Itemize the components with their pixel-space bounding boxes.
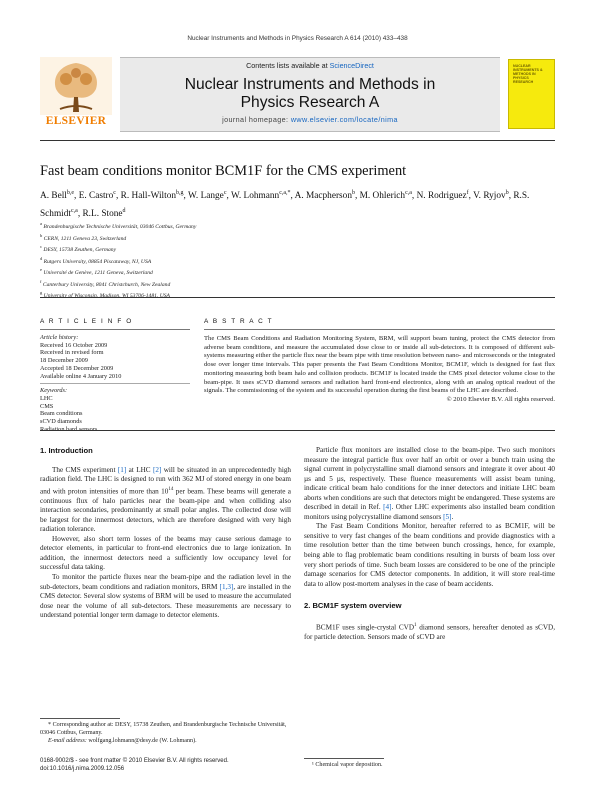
text-run: The CMS experiment xyxy=(52,465,118,474)
right-paragraph-1 xyxy=(304,446,555,522)
affiliation-marker: c xyxy=(40,244,42,250)
right-paragraph-2: The Fast Beam Conditions Monitor, hereafter referred to as BCM1F, will be sensitive to very fast changes of the beam conditions and provide diagnostics with a time resolution better than the time between bunch crossings, hence, for example, being able to flag problematic beam conditions resulting in bursts of beam loss over very short periods of time. Such beam losses are considered to be one of the principle damage scenarios for CMS detector components. In addition, it will store real-time data to allow post-mortem analyses in the case of beam accidents. xyxy=(304,522,555,588)
abstract-body xyxy=(204,335,555,405)
abstract-rule xyxy=(204,329,555,330)
text-run: will be situated in an unprecedentedly high radiation field. The LHC is designed to run with 362 MJ of stored energy in one beam and with proton intensities of more than 10 xyxy=(40,465,292,496)
article-info-heading: A R T I C L E I N F O xyxy=(40,318,133,325)
text-run: per beam. These beams will generate a continuous flux of halo particles near the beam-pipe and when colliding also interaction secondaries, predominantly at small polar angles. The collected dose will be largest for the innermost detectors, which are therefore designed with very high radiation tolerance. xyxy=(40,487,291,534)
text-run: diamond sensors, hereafter denoted as sCVD, for particle detection. Sensors made of sCVD are xyxy=(304,623,556,641)
sciencedirect-link[interactable]: ScienceDirect xyxy=(329,61,374,70)
affiliation-item xyxy=(40,266,440,278)
keyword-item: Beam conditions xyxy=(40,410,83,418)
email-line xyxy=(40,737,291,745)
paper-title: Fast beam conditions monitor BCM1F for the CMS experiment xyxy=(40,163,407,179)
text-run: . xyxy=(451,512,454,521)
affiliation-text: Brandenburgische Technische Universität, 03046 Cottbus, Germany xyxy=(42,223,197,230)
author-name: A. Macpherson xyxy=(294,191,352,202)
affiliation-text: CERN, 1211 Geneva 23, Switzerland xyxy=(42,235,127,242)
text-run: Particle flux monitors are installed close to the beam-pipe. Two such monitors measure the integral particle flux over half an orbit or over a bunch train using the signal current in polycrystalline small diamond sensors and integrate it over about 40 µs and 5 µs, respectively. These fluence measurements will assist beam tuning, indicate critical beam halo conditions for the inner detectors and initiate LHC beam aborts when conditions are such that detectors might be endangered. These systems are described in detail in Ref. xyxy=(304,446,555,512)
doi-line[interactable]: doi:10.1016/j.nima.2009.12.056 xyxy=(40,766,125,773)
author-name: E. Castro xyxy=(78,191,114,202)
affiliation-text: Canterbury University, 8041 Christchurch, New Zealand xyxy=(41,281,171,288)
keywords-list xyxy=(40,395,190,434)
history-list xyxy=(40,342,190,381)
bottom-meta xyxy=(40,757,290,773)
author-name: N. Rodriguez xyxy=(416,191,467,202)
section-1-heading: 1. Introduction xyxy=(40,446,93,455)
affiliation-marker: b xyxy=(40,232,43,238)
abstract-copyright: © 2010 Elsevier B.V. All rights reserved. xyxy=(446,395,555,403)
citation-link[interactable]: [1] xyxy=(117,465,127,474)
running-head: Nuclear Instruments and Methods in Physics Research A 614 (2010) 433–438 xyxy=(187,35,408,42)
history-item: Received 16 October 2009 xyxy=(40,341,108,349)
journal-title-line1: Nuclear Instruments and Methods in xyxy=(184,76,436,93)
footnote-rule-left xyxy=(40,718,120,719)
affiliation-list xyxy=(40,220,440,301)
history-label: Article history: xyxy=(40,334,79,341)
journal-title xyxy=(120,76,500,112)
affiliation-marker: a xyxy=(40,221,42,226)
homepage-prefix: journal homepage: xyxy=(222,115,291,124)
article-info-rule xyxy=(40,329,190,330)
abstract-divider xyxy=(40,430,555,431)
citation-link[interactable]: [2] xyxy=(152,465,162,474)
text-run: at LHC xyxy=(126,465,153,474)
contents-prefix: Contents lists available at xyxy=(246,61,330,70)
keywords-label: Keywords: xyxy=(40,387,68,395)
issn-line: 0168-9002/$ - see front matter © 2010 Elsevier B.V. All rights reserved. xyxy=(40,758,229,764)
spacer xyxy=(304,589,555,601)
footnote-rule-right xyxy=(304,758,384,759)
author-name: R.L. Stone xyxy=(82,208,123,219)
author-name: R.S. Schmidt xyxy=(40,191,530,219)
affiliation-item xyxy=(40,278,440,290)
header-divider xyxy=(40,297,555,298)
affiliation-text: Université de Genève, 1211 Geneva, Switzerland xyxy=(42,270,153,277)
affiliation-text: University of Wisconsin, Madison, WI 53706-1481, USA xyxy=(42,293,170,300)
journal-title-line2: Physics Research A xyxy=(240,94,380,111)
abstract-heading: A B S T R A C T xyxy=(204,318,274,325)
author-affiliation-marker[interactable]: c,a,* xyxy=(279,190,291,196)
author-affiliation-marker[interactable]: c,a xyxy=(405,190,412,196)
section-2-heading: 2. BCM1F system overview xyxy=(304,601,402,611)
email-address[interactable]: wolfgang.lohmann@desy.de (W. Lohmann). xyxy=(86,738,197,745)
contents-line xyxy=(120,61,500,70)
keyword-item: CMS xyxy=(40,402,54,410)
footnote-marker[interactable]: 1 xyxy=(414,622,417,628)
text-run: . Other LHC experiments also installed beam condition monitors using polycrystalline diamond sensors xyxy=(304,503,555,521)
history-item: Available online 4 January 2010 xyxy=(40,372,122,380)
author-affiliation-marker[interactable]: f xyxy=(466,190,469,196)
right-column xyxy=(304,446,555,642)
affiliation-marker: g xyxy=(40,290,43,296)
masthead-divider xyxy=(40,140,555,141)
intro-paragraph-3 xyxy=(40,573,291,621)
text-run: BCM1F uses single-crystal CVD xyxy=(316,623,415,632)
keyword-item: Radiation hard sensors xyxy=(40,425,98,433)
email-label: E-mail address: xyxy=(48,738,87,745)
journal-banner xyxy=(120,57,500,132)
author-name: V. Ryjov xyxy=(473,191,506,202)
history-item: Received in revised form xyxy=(40,349,104,357)
history-item: Accepted 18 December 2009 xyxy=(40,364,114,372)
text-run: To monitor the particle fluxes near the beam-pipe and the radiation level in the sub-detectors, beam conditions and radiation monitors, BRM xyxy=(40,572,291,591)
affiliation-text: DESY, 15738 Zeuthen, Germany xyxy=(42,246,117,253)
affiliation-marker: d xyxy=(40,255,43,261)
keyword-item: sCVD diamonds xyxy=(40,418,82,426)
journal-cover-thumbnail xyxy=(508,59,555,129)
author-affiliation-marker[interactable]: b xyxy=(505,190,509,196)
author-affiliation-marker[interactable]: b xyxy=(351,190,355,196)
affiliation-item xyxy=(40,220,440,232)
history-item: 18 December 2009 xyxy=(40,357,88,365)
author-name: A. Bell xyxy=(40,191,67,202)
affiliation-marker: f xyxy=(40,278,42,284)
corresponding-author-note: * Corresponding author at: DESY, 15738 Zeuthen, and Brandenburgische Technische Universität, 03046 Cottbus, Germany. xyxy=(40,722,287,737)
intro-paragraph-1 xyxy=(40,466,291,535)
author-name: W. Lange xyxy=(188,191,224,202)
author-name: M. Ohlerich xyxy=(359,191,406,202)
author-name: R. Hall-Wilton xyxy=(120,191,177,202)
author-affiliation-marker[interactable]: b,g xyxy=(176,190,184,196)
exponent: 14 xyxy=(168,486,174,492)
cover-title: NUCLEAR INSTRUMENTS & METHODS IN PHYSICS RESEARCH xyxy=(513,64,543,84)
author-name: W. Lohmann xyxy=(230,191,280,202)
affiliation-marker: e xyxy=(40,267,42,273)
affiliation-item xyxy=(40,255,440,267)
article-info-body xyxy=(40,334,190,433)
author-list: A. Bell$^{b,e}$, E. Castro$^c$, R. Hall-Wilton$^{b,g}$, W. Lange$^c$, W. Lohmann$^{c,a,*}$, A. Macpherson$^b$, M. Ohlerich$^{c,a}$, N. Rodriguez$^f$, V. Ryjov$^b$, R.S. Schmidt$^{c,a}$, R.L. Stone$^d$ xyxy=(40,190,530,219)
affiliation-text: Rutgers University, 08854 Piscataway, NJ, USA xyxy=(42,258,152,265)
corresponding-footnote xyxy=(40,721,291,745)
publisher-name: ELSEVIER xyxy=(45,115,107,127)
author-affiliation-marker[interactable]: b,e xyxy=(66,190,75,196)
left-column xyxy=(40,446,291,621)
author-affiliation-marker[interactable]: c xyxy=(223,190,227,196)
affiliation-item xyxy=(40,289,440,301)
affiliation-item xyxy=(40,232,440,244)
citation-link[interactable]: [5] xyxy=(443,512,452,521)
footnote-1: ¹ Chemical vapor deposition. xyxy=(312,762,383,768)
abstract-text: The CMS Beam Conditions and Radiation Monitoring System, BRM, will support beam tuning, protect the CMS detector from adverse beam conditions, and measure the accumulated dose close to or inside all sub-detectors. It is composed of different sub-systems measuring either the particle flux near the beam pipe with time resolution between nano- and microseconds or the integrated dose over longer time intervals. This paper presents the Fast Beam Conditions Monitor, BCM1F, which is designed for fast flux monitoring measuring both beam halo and collision products. BCM1F is located inside the CMS pixel detector volume close to the beam-pipe. It uses sCVD diamond sensors and radiation hard front-end electronics, along with an analog optical readout of the signals. The commissioning of the system and its successful operation during the first beams of the LHC are described. xyxy=(204,335,555,395)
citation-link[interactable]: [4] xyxy=(383,503,392,512)
abstract xyxy=(204,318,555,403)
affiliation-item xyxy=(40,243,440,255)
masthead xyxy=(40,57,555,132)
text-run: , are installed in the CMS detector. Several slow systems of BRM will be used to measure the accumulated dose near the volume of all sub-detectors. These measurements are necessary to understand potential longer term damage to detector elements. xyxy=(40,582,291,620)
keyword-item: LHC xyxy=(40,394,53,402)
intro-paragraph-2: However, also short term losses of the beams may cause serious damage to detector elements, in particular to front-end electronics due to large ionization. In addition, the innermost detectors need a sufficiently low occupancy level for successful data taking. xyxy=(40,534,291,572)
article-info xyxy=(40,318,190,433)
author-affiliation-marker[interactable]: d xyxy=(122,207,126,214)
author-affiliation-marker[interactable]: c,a xyxy=(71,207,78,214)
homepage-line xyxy=(120,115,500,124)
section-2-paragraph-1 xyxy=(304,621,555,642)
homepage-link[interactable]: www.elsevier.com/locate/nima xyxy=(290,115,398,124)
citation-link[interactable]: [1,3] xyxy=(219,582,234,591)
author-affiliation-marker[interactable]: c xyxy=(113,190,116,196)
keywords-rule xyxy=(40,383,190,384)
